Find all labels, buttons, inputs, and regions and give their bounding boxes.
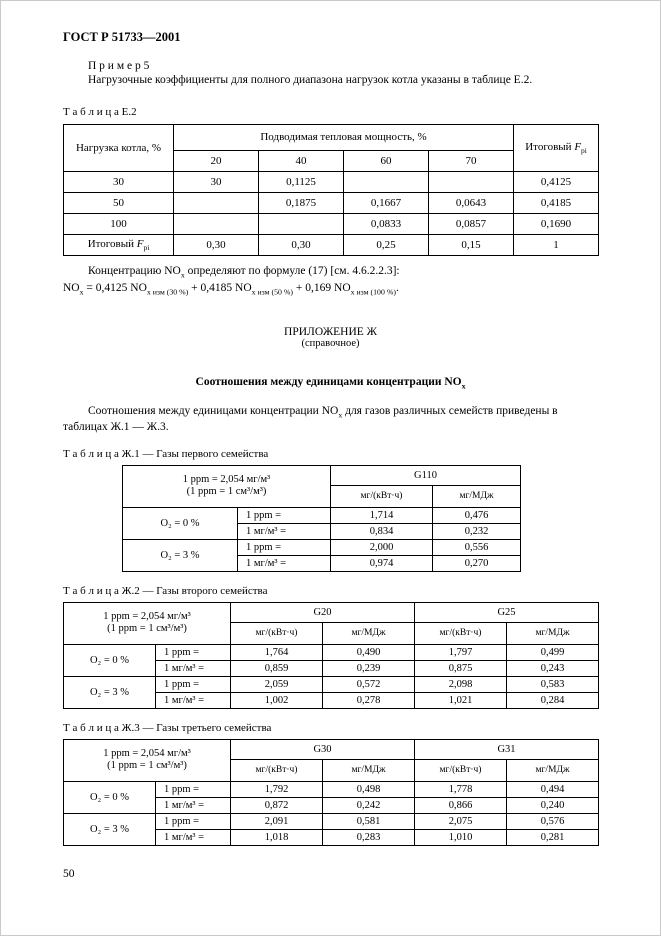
e2-cell <box>174 192 259 213</box>
e2-cell: 0,1667 <box>344 192 429 213</box>
e2-cell: 0,25 <box>344 234 429 255</box>
formula-intro-sub: x <box>180 270 185 280</box>
zh3-row <box>64 781 599 797</box>
zh2-unit-kwh: мг/(кВт·ч) <box>231 622 323 644</box>
e2-power-col-60: 60 <box>344 150 429 171</box>
zh2-conv-line1: 1 ppm = 2,054 мг/м³ <box>103 610 191 622</box>
zh1-value: 1,714 <box>331 507 433 523</box>
e2-total-label-f: F <box>136 237 144 250</box>
zh3-unit-kwh: мг/(кВт·ч) <box>231 759 323 781</box>
zh2-conversion-header <box>64 602 231 644</box>
appendix-subtitle: (справочное) <box>301 338 360 350</box>
e2-cell: 0,30 <box>174 234 259 255</box>
heading-sub: x <box>461 381 466 391</box>
e2-cell: 30 <box>64 171 174 192</box>
formula-nox <box>63 282 598 296</box>
appendix-title: ПРИЛОЖЕНИЕ Ж <box>284 326 377 339</box>
e2-row-50 <box>64 192 599 213</box>
zh3-value: 0,576 <box>507 813 599 829</box>
page-number: 50 <box>63 868 75 880</box>
e2-cell: 0,1125 <box>259 171 344 192</box>
e2-row-total <box>64 234 599 255</box>
e2-cell: 30 <box>174 171 259 192</box>
zh3-value: 0,494 <box>507 781 599 797</box>
formula-intro-text: Концентрацию NO <box>88 264 181 277</box>
zh1-label: 1 ppm = <box>238 539 331 555</box>
formula-part: + 0,4185 NO <box>188 281 252 294</box>
zh3-o2-3: О₂ = 3 % <box>64 813 156 845</box>
zh3-unit-kwh: мг/(кВт·ч) <box>415 759 507 781</box>
formula-subscript: x изм (30 %) <box>146 287 189 297</box>
zh3-value: 0,498 <box>323 781 415 797</box>
zh2-value: 0,499 <box>507 644 599 660</box>
zh2-row <box>64 644 599 660</box>
zh3-value: 0,281 <box>507 829 599 845</box>
zh3-o2-0: О₂ = 0 % <box>64 781 156 813</box>
zh2-row <box>64 676 599 692</box>
zh3-conversion-header <box>64 739 231 781</box>
zh1-unit-mdzh: мг/МДж <box>433 485 521 507</box>
zh1-label: 1 ppm = <box>238 507 331 523</box>
e2-power-col-20: 20 <box>174 150 259 171</box>
formula-intro <box>63 264 598 280</box>
e2-cell: 0,30 <box>259 234 344 255</box>
heading-text: Соотношения между единицами концентрации NO <box>195 376 462 389</box>
zh2-value: 1,002 <box>231 692 323 708</box>
e2-total-f: F <box>574 140 582 153</box>
zh3-value: 1,778 <box>415 781 507 797</box>
e2-cell <box>259 213 344 234</box>
formula-subscript: x изм (50 %) <box>251 287 294 297</box>
e2-power-col-70: 70 <box>429 150 514 171</box>
zh3-label: 1 ppm = <box>156 781 231 797</box>
e2-col-load: Нагрузка котла, % <box>64 124 174 171</box>
doc-number: ГОСТ Р 51733—2001 <box>63 30 181 44</box>
e2-power-col-40: 40 <box>259 150 344 171</box>
table-zh3-caption: Т а б л и ц а Ж.3 — Газы третьего семейства <box>63 721 272 734</box>
zh1-o2-0: О₂ = 0 % <box>123 507 238 539</box>
zh3-value: 2,075 <box>415 813 507 829</box>
zh2-value: 0,875 <box>415 660 507 676</box>
e2-total-label <box>64 234 174 255</box>
zh3-value: 1,010 <box>415 829 507 845</box>
zh2-unit-kwh: мг/(кВт·ч) <box>415 622 507 644</box>
appendix-intro <box>63 404 598 434</box>
zh2-unit-mdzh: мг/МДж <box>507 622 599 644</box>
zh2-value: 0,284 <box>507 692 599 708</box>
zh3-row <box>64 813 599 829</box>
table-zh1-caption: Т а б л и ц а Ж.1 — Газы первого семейства <box>63 447 269 460</box>
table-e2-caption: Т а б л и ц а Е.2 <box>63 105 137 118</box>
e2-cell <box>344 171 429 192</box>
zh1-o2-3: О₂ = 3 % <box>123 539 238 571</box>
e2-cell: 100 <box>64 213 174 234</box>
zh3-value: 0,581 <box>323 813 415 829</box>
zh1-row <box>123 539 521 555</box>
e2-row-30 <box>64 171 599 192</box>
table-zh2 <box>63 602 599 709</box>
zh2-o2-0: О₂ = 0 % <box>64 644 156 676</box>
zh2-value: 2,098 <box>415 676 507 692</box>
formula-part: . <box>395 281 399 294</box>
e2-cell: 50 <box>64 192 174 213</box>
example-label: П р и м е р 5 <box>88 60 150 72</box>
zh3-value: 0,872 <box>231 797 323 813</box>
zh3-value: 0,242 <box>323 797 415 813</box>
zh1-value: 0,270 <box>433 555 521 571</box>
table-e2 <box>63 124 599 256</box>
e2-cell: 0,1875 <box>259 192 344 213</box>
e2-total-prefix: Итоговый <box>525 140 575 153</box>
zh2-value: 0,239 <box>323 660 415 676</box>
e2-cell: 0,1690 <box>514 213 599 234</box>
zh1-gas-g110: G110 <box>331 465 521 485</box>
e2-row-100 <box>64 213 599 234</box>
zh2-value: 1,021 <box>415 692 507 708</box>
zh1-conversion-header <box>123 465 331 507</box>
zh3-label: 1 ppm = <box>156 813 231 829</box>
zh2-gas-g25: G25 <box>415 602 599 622</box>
table-zh3 <box>63 739 599 846</box>
zh1-value: 0,476 <box>433 507 521 523</box>
zh3-gas-g30: G30 <box>231 739 415 759</box>
intro-sub: x <box>338 410 343 420</box>
zh3-label: 1 мг/м³ = <box>156 829 231 845</box>
zh3-conv-line2: (1 ppm = 1 см³/м³) <box>107 760 187 772</box>
zh1-value: 0,232 <box>433 523 521 539</box>
e2-cell: 0,0643 <box>429 192 514 213</box>
formula-subscript: x изм (100 %) <box>350 287 396 297</box>
zh2-label: 1 мг/м³ = <box>156 660 231 676</box>
zh3-value: 1,018 <box>231 829 323 845</box>
e2-cell: 0,15 <box>429 234 514 255</box>
zh2-gas-g20: G20 <box>231 602 415 622</box>
zh3-value: 0,283 <box>323 829 415 845</box>
zh2-label: 1 ppm = <box>156 676 231 692</box>
zh2-value: 0,583 <box>507 676 599 692</box>
table-zh1 <box>122 465 521 572</box>
e2-cell: 0,4185 <box>514 192 599 213</box>
zh3-value: 0,240 <box>507 797 599 813</box>
zh2-value: 0,243 <box>507 660 599 676</box>
zh3-gas-g31: G31 <box>415 739 599 759</box>
section-heading <box>63 376 598 390</box>
zh2-unit-mdzh: мг/МДж <box>323 622 415 644</box>
zh2-value: 1,764 <box>231 644 323 660</box>
zh2-label: 1 мг/м³ = <box>156 692 231 708</box>
zh1-row <box>123 507 521 523</box>
e2-header-row-1 <box>64 124 599 150</box>
formula-part: NO <box>63 281 80 294</box>
zh1-conv-line1: 1 ppm = 2,054 мг/м³ <box>182 473 271 485</box>
zh2-label: 1 ppm = <box>156 644 231 660</box>
zh3-unit-mdzh: мг/МДж <box>507 759 599 781</box>
formula-intro-post: определяют по формуле (17) [см. 4.6.2.2.3]: <box>184 264 400 277</box>
e2-col-total <box>514 124 599 171</box>
formula-subscript: x <box>79 287 84 297</box>
zh2-value: 0,278 <box>323 692 415 708</box>
zh2-header-row-1 <box>64 602 599 622</box>
table-zh2-caption: Т а б л и ц а Ж.2 — Газы второго семейства <box>63 584 268 597</box>
zh3-value: 1,792 <box>231 781 323 797</box>
formula-part: = 0,4125 NO <box>83 281 147 294</box>
zh1-value: 0,974 <box>331 555 433 571</box>
zh3-value: 0,866 <box>415 797 507 813</box>
example-text: Нагрузочные коэффициенты для полного диапазона нагрузок котла указаны в таблице Е.2. <box>88 74 533 87</box>
e2-col-power: Подводимая тепловая мощность, % <box>174 124 514 150</box>
zh2-value: 1,797 <box>415 644 507 660</box>
zh1-unit-kwh: мг/(кВт·ч) <box>331 485 433 507</box>
intro-post: для газов различных семейств приведены в таблицах Ж.1 — Ж.3. <box>63 405 558 434</box>
intro-text: Соотношения между единицами концентрации NO <box>88 405 339 418</box>
zh1-conv-line2: (1 ppm = 1 см³/м³) <box>186 486 267 498</box>
zh3-label: 1 мг/м³ = <box>156 797 231 813</box>
zh1-label: 1 мг/м³ = <box>238 555 331 571</box>
zh2-value: 2,059 <box>231 676 323 692</box>
zh1-header-row-1 <box>123 465 521 485</box>
e2-total-sub: pi <box>581 145 587 155</box>
zh2-conv-line2: (1 ppm = 1 см³/м³) <box>107 623 187 635</box>
zh1-value: 0,834 <box>331 523 433 539</box>
zh3-header-row-1 <box>64 739 599 759</box>
zh3-conv-line1: 1 ppm = 2,054 мг/м³ <box>103 747 191 759</box>
formula-part: + 0,169 NO <box>293 281 351 294</box>
e2-cell <box>174 213 259 234</box>
zh1-value: 0,556 <box>433 539 521 555</box>
zh2-o2-3: О₂ = 3 % <box>64 676 156 708</box>
e2-cell: 0,4125 <box>514 171 599 192</box>
e2-cell: 1 <box>514 234 599 255</box>
e2-cell <box>429 171 514 192</box>
e2-cell: 0,0833 <box>344 213 429 234</box>
e2-cell: 0,0857 <box>429 213 514 234</box>
zh2-value: 0,859 <box>231 660 323 676</box>
zh2-value: 0,572 <box>323 676 415 692</box>
zh1-label: 1 мг/м³ = <box>238 523 331 539</box>
zh2-value: 0,490 <box>323 644 415 660</box>
zh1-value: 2,000 <box>331 539 433 555</box>
zh3-unit-mdzh: мг/МДж <box>323 759 415 781</box>
zh3-value: 2,091 <box>231 813 323 829</box>
e2-total-label-prefix: Итоговый <box>87 237 137 250</box>
e2-total-label-sub: pi <box>143 242 150 252</box>
